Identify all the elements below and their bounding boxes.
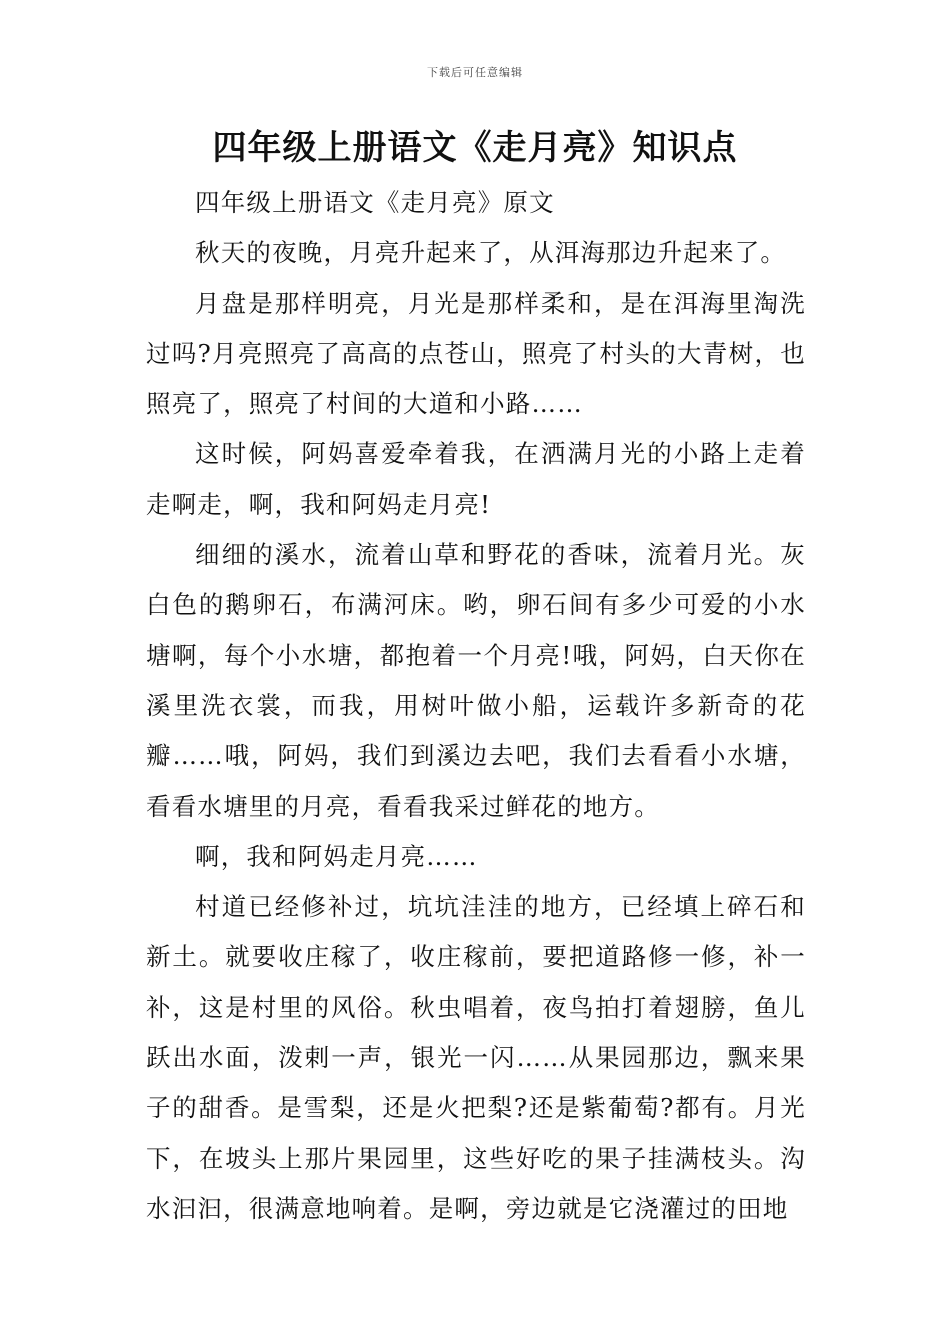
header-note: 下载后可任意编辑 (427, 66, 523, 79)
document-title: 四年级上册语文《走月亮》知识点 (212, 128, 738, 168)
paragraph: 月盘是那样明亮，月光是那样柔和，是在洱海里淘洗过吗?月亮照亮了高高的点苍山，照亮了村头的大青树，也照亮了，照亮了村间的大道和小路…… (146, 288, 806, 419)
paragraph: 细细的溪水，流着山草和野花的香味，流着月光。灰白色的鹅卵石，布满河床。哟，卵石间有多少可爱的小水塘啊，每个小水塘，都抱着一个月亮!哦，阿妈，白天你在溪里洗衣裳，而我，用树叶做小船，运载许多新奇的花瓣……哦，阿妈，我们到溪边去吧，我们去看看小水塘，看看水塘里的月亮，看看我采过鲜花的地方。 (146, 540, 806, 821)
paragraph: 啊，我和阿妈走月亮…… (195, 841, 478, 871)
document-body (146, 178, 806, 1234)
paragraph-subtitle: 四年级上册语文《走月亮》原文 (195, 188, 555, 217)
paragraph: 这时候，阿妈喜爱牵着我，在洒满月光的小路上走着走啊走，啊，我和阿妈走月亮! (146, 439, 806, 519)
paragraph: 秋天的夜晚，月亮升起来了，从洱海那边升起来了。 (195, 238, 787, 268)
paragraph: 村道已经修补过，坑坑洼洼的地方，已经填上碎石和新土。就要收庄稼了，收庄稼前，要把道路修一修，补一补，这是村里的风俗。秋虫唱着，夜鸟拍打着翅膀，鱼儿跃出水面，泼剌一声，银光一闪……从果园那边，飘来果子的甜香。是雪梨，还是火把梨?还是紫葡萄?都有。月光下，在坡头上那片果园里，这些好吃的果子挂满枝头。沟水汩汩，很满意地响着。是啊，旁边就是它浇灌过的田地 (146, 892, 806, 1223)
